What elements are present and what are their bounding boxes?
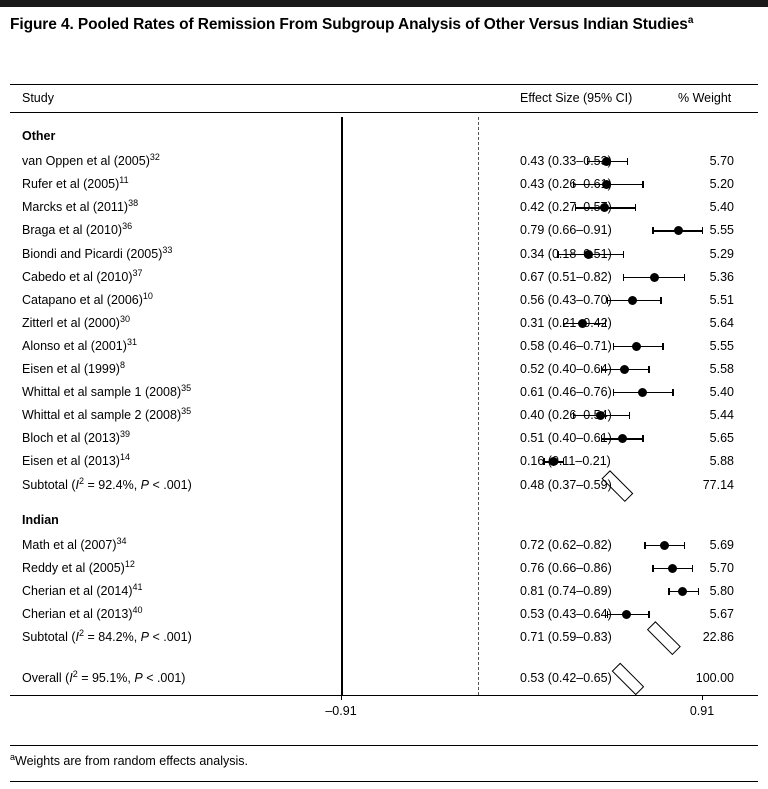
axis-tick-label-right: 0.91 (689, 704, 715, 718)
row-weight: 100.00 (695, 671, 734, 686)
ci-cap-right (648, 366, 649, 373)
study-label: Eisen et al $(1999)^8$ (22, 359, 125, 376)
footnote-rule-bottom (10, 781, 758, 782)
figure-title (10, 14, 758, 35)
plot-vertical-axis (341, 117, 343, 695)
row-weight: 5.58 (709, 362, 734, 376)
subtotal-label: Subtotal ($I^2 = 84.2\%$, P < .001) (22, 627, 192, 645)
reference-superscript: 33 (162, 244, 173, 255)
row-weight: 5.40 (709, 385, 734, 400)
ci-cap-right (648, 611, 649, 618)
ci-cap-right (672, 389, 673, 396)
figure-title-text: Figure 4. Pooled Rates of Remission From Subgroup Analysis of Other Versus Indian Studies (10, 16, 688, 33)
reference-superscript: 11 (119, 175, 129, 186)
row-effect-size: 0.81 (0.74–0.89) (520, 583, 612, 598)
ci-cap-left (652, 565, 653, 572)
reference-superscript: 35 (181, 382, 192, 393)
study-label: Braga et al $(2010)^{36}$ (22, 221, 133, 238)
pooled-estimate-diamond (611, 663, 644, 696)
study-label: van Oppen et al $(2005)^{32}$ (22, 151, 160, 169)
row-effect-size: 0.51 (0.40–0.61) (520, 431, 612, 446)
reference-superscript: 40 (132, 604, 143, 615)
i-squared-exponent: 2 (72, 669, 78, 680)
p-value-symbol: P (140, 477, 149, 492)
footnote-rule-top (10, 745, 758, 746)
ci-cap-left (613, 389, 614, 396)
effect-size-marker (620, 365, 629, 374)
row-weight: 5.88 (709, 454, 734, 469)
group-header: Other (22, 129, 56, 143)
study-label: Whittal et al sample 2 $(2008)^{35}$ (22, 406, 192, 423)
row-effect-size: 0.43 (0.33–0.53) (520, 154, 612, 169)
group-header: Indian (22, 512, 59, 527)
row-weight: 77.14 (702, 477, 734, 492)
row-weight: 5.20 (709, 177, 734, 192)
study-label: Cabedo et al $(2010)^{37}$ (22, 267, 143, 284)
row-weight: 5.40 (709, 200, 734, 215)
reference-superscript: 30 (119, 313, 130, 324)
study-label: Whittal et al sample 1 $(2008)^{35}$ (22, 382, 192, 400)
column-header-study: Study (22, 91, 54, 105)
p-value-symbol: P (134, 671, 143, 686)
study-label: Bloch et al $(2013)^{39}$ (22, 429, 130, 446)
study-label: Eisen et al $(2013)^{14}$ (22, 452, 130, 469)
row-weight: 5.67 (709, 607, 734, 621)
study-label: Reddy et al $(2005)^{12}$ (22, 558, 135, 575)
study-label: Marcks et al $(2011)^{38}$ (22, 198, 139, 215)
header-rule-top (10, 84, 758, 85)
row-effect-size: 0.76 (0.66–0.86) (520, 560, 612, 575)
reference-superscript: 31 (126, 336, 137, 347)
row-effect-size: 0.34 (0.18–0.51) (520, 246, 612, 261)
study-label: Rufer et al $(2005)^{11}$ (22, 175, 129, 192)
reference-superscript: 35 (181, 406, 192, 417)
effect-size-marker (628, 296, 637, 305)
column-header-effect-size: Effect Size (95% CI) (520, 91, 633, 105)
row-effect-size: 0.16 (0.11–0.21) (520, 454, 611, 469)
effect-size-marker (632, 342, 641, 351)
row-weight: 5.29 (709, 246, 734, 261)
row-effect-size: 0.53 (0.43–0.64) (520, 607, 612, 621)
reference-superscript: 38 (128, 198, 139, 209)
row-effect-size: 0.56 (0.43–0.70) (520, 292, 612, 307)
i-squared-exponent: 2 (79, 475, 85, 486)
row-effect-size: 0.42 (0.27–0.57) (520, 200, 612, 215)
row-effect-size: 0.67 (0.51–0.82) (520, 269, 612, 284)
plot-reference-line (478, 117, 479, 695)
ci-cap-left (652, 227, 653, 234)
row-weight: 22.86 (702, 630, 734, 645)
ci-cap-right (623, 251, 624, 258)
row-effect-size: 0.31 (0.21–0.42) (520, 315, 612, 330)
ci-cap-right (660, 297, 661, 304)
subtotal-label: Subtotal ($I^2 = 92.4\%$, P < .001) (22, 475, 192, 492)
row-weight: 5.64 (709, 315, 734, 330)
reference-superscript: 34 (116, 535, 127, 546)
row-weight: 5.70 (709, 560, 734, 575)
top-bar (0, 0, 768, 7)
study-label: Math et al $(2007)^{34}$ (22, 535, 127, 552)
study-label: Zitterl et al $(2000)^{30}$ (22, 313, 130, 330)
overall-label: Overall ($I^2 = 95.1\%$, P < .001) (22, 669, 186, 686)
column-header-weight: % Weight (678, 91, 732, 105)
row-weight: 5.51 (709, 292, 734, 307)
row-effect-size: 0.40 (0.26–0.54) (520, 408, 612, 423)
effect-size-marker (650, 273, 659, 282)
row-effect-size: 0.53 (0.42–0.65) (520, 671, 612, 686)
p-value-symbol: P (140, 630, 149, 645)
ci-cap-left (668, 588, 669, 595)
row-weight: 5.55 (709, 338, 734, 353)
row-weight: 5.69 (709, 537, 734, 552)
figure-title-footnote-marker: a (687, 14, 694, 26)
ci-cap-left (613, 343, 614, 350)
reference-superscript: 37 (132, 267, 143, 278)
effect-size-marker (622, 610, 631, 619)
ci-cap-right (635, 204, 636, 211)
body-rule-bottom (10, 695, 758, 696)
i-squared-symbol: I (75, 477, 79, 492)
i-squared-symbol: I (69, 671, 73, 686)
study-label: Biondi and Picardi $(2005)^{33}$ (22, 244, 173, 261)
row-effect-size: 0.52 (0.40–0.64) (520, 362, 612, 376)
row-weight: 5.80 (709, 583, 734, 598)
ci-cap-right (629, 412, 630, 419)
effect-size-marker (668, 564, 677, 573)
row-effect-size: 0.43 (0.26–0.61) (520, 177, 612, 192)
figure-footnote-marker: a (10, 751, 16, 762)
study-label: Catapano et al $(2006)^{10}$ (22, 290, 153, 307)
row-weight: 5.55 (709, 223, 734, 238)
reference-superscript: 41 (132, 581, 143, 592)
ci-cap-right (642, 435, 643, 442)
axis-tick-label-left: –0.91 (325, 704, 357, 718)
row-effect-size: 0.79 (0.66–0.91) (520, 223, 612, 238)
row-effect-size: 0.72 (0.62–0.82) (520, 537, 612, 552)
reference-superscript: 14 (119, 452, 130, 463)
study-label: Cherian et al $(2014)^{41}$ (22, 581, 143, 598)
reference-superscript: 10 (142, 290, 153, 301)
row-effect-size: 0.61 (0.46–0.76) (520, 385, 612, 400)
i-squared-exponent: 2 (79, 627, 85, 638)
effect-size-marker (618, 434, 627, 443)
figure-footnote-text: Weights are from random effects analysis. (15, 754, 248, 768)
ci-cap-right (627, 158, 628, 165)
row-effect-size: 0.48 (0.37–0.59) (520, 477, 612, 492)
reference-superscript: 36 (122, 221, 133, 232)
figure-footnote (10, 751, 248, 768)
reference-superscript: 12 (124, 558, 135, 569)
pooled-estimate-diamond (647, 621, 681, 655)
row-effect-size: 0.71 (0.59–0.83) (520, 630, 612, 645)
row-weight: 5.70 (709, 154, 734, 169)
row-weight: 5.36 (709, 269, 734, 284)
ci-cap-right (662, 343, 663, 350)
reference-superscript: 8 (119, 359, 125, 370)
effect-size-marker (660, 541, 669, 550)
study-label: Cherian et al $(2013)^{40}$ (22, 604, 143, 621)
effect-size-marker (638, 388, 647, 397)
reference-superscript: 32 (149, 151, 160, 162)
study-label: Alonso et al $(2001)^{31}$ (22, 336, 137, 353)
ci-cap-left (623, 274, 624, 281)
row-weight: 5.65 (709, 431, 734, 446)
i-squared-symbol: I (75, 630, 79, 645)
row-weight: 5.44 (709, 408, 734, 423)
ci-cap-left (644, 542, 645, 549)
reference-superscript: 39 (119, 429, 130, 440)
row-effect-size: 0.58 (0.46–0.71) (520, 338, 612, 353)
ci-cap-right (642, 181, 643, 188)
